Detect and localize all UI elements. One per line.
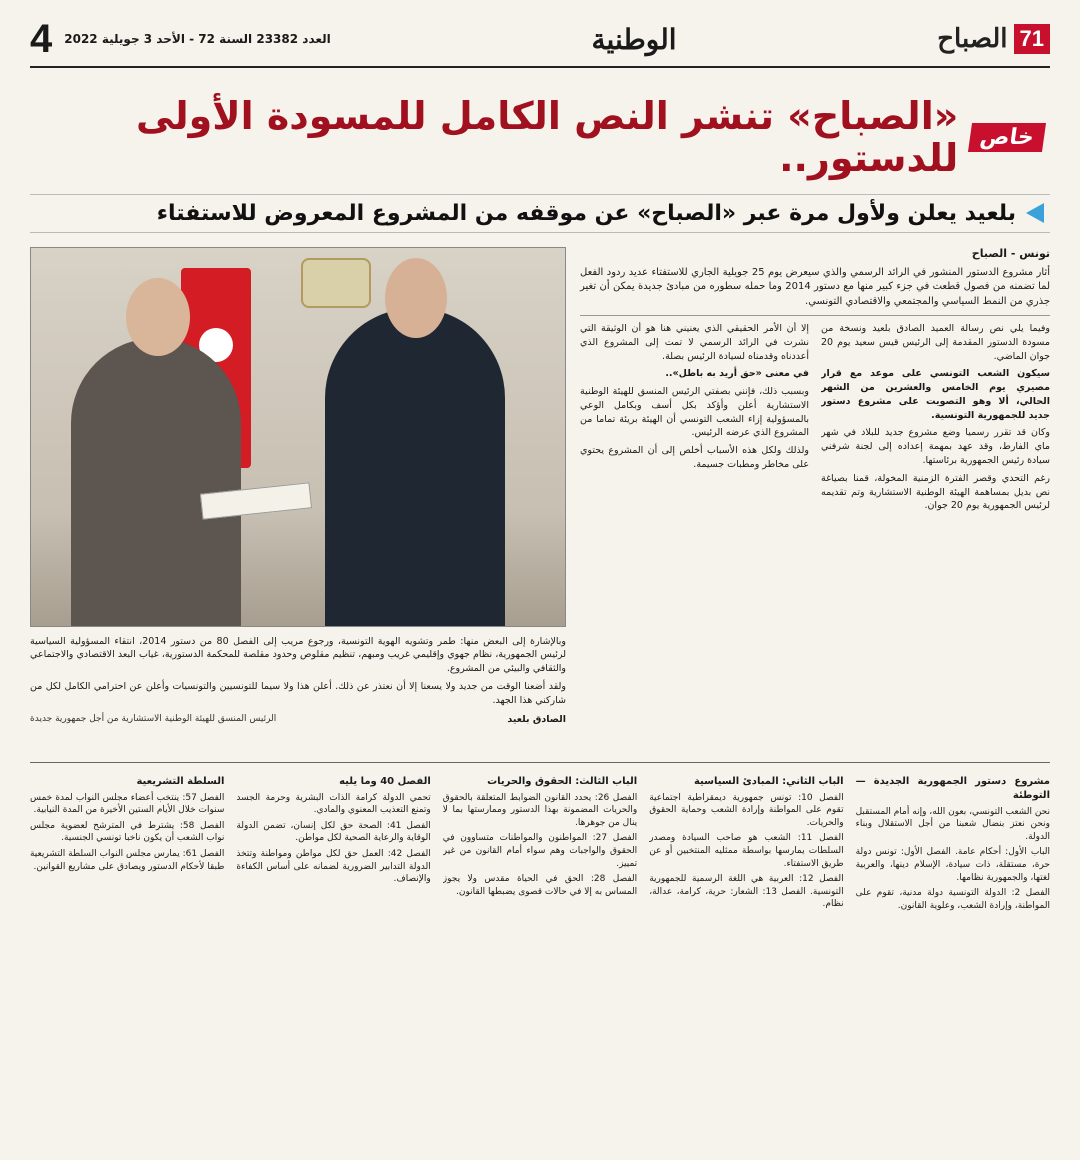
paragraph: نحن الشعب التونسي، بعون الله، وإنه أمام المستقبل ونحن نعتز بنضال شعبنا من أجل الاستقلال وبناء الدولة.	[855, 806, 1050, 842]
paragraph: الفصل 42: العمل حق لكل مواطن ومواطنة وتتخذ الدولة التدابير الضرورية لضمانه على أساس الكفاءة والإنصاف.	[236, 848, 431, 885]
paragraph: الفصل 28: الحق في الحياة مقدس ولا يجوز المساس به إلا في حالات قصوى يضبطها القانون.	[442, 874, 638, 897]
triangle-icon	[1026, 203, 1044, 223]
emblem-icon	[301, 258, 371, 308]
paragraph: إلا أن الأمر الحقيقي الذي يعنيني هنا هو أن الوثيقة التي نشرت في الرائد الرسمي لا تمت إلى المشروع الذي أعددناه وقدمناه لسيادة الرئيس بصلة.	[580, 323, 809, 362]
subheadline: بلعيد يعلن ولأول مرة عبر «الصباح» عن موقفه من المشروع المعروض للاستفتاء	[156, 200, 1016, 226]
paragraph: الفصل 41: الصحة حق لكل إنسان، تضمن الدولة الوقاية والرعاية الصحية لكل مواطن.	[236, 820, 431, 844]
person-figure	[325, 308, 505, 627]
paragraph: رغم التحدي وقصر الفترة الزمنية المخولة، قمنا بصياغة نص بديل بمساهمة الهيئة الوطنية الاستشارية وتم تقديمه لرئيس الجمهورية يوم 20 جوان.	[821, 472, 1050, 512]
brand-logo	[937, 24, 1050, 54]
paragraph: الفصل 27: المواطنون والمواطنات متساوون في الحقوق والواجبات وهم سواء أمام القانون من غير تمييز.	[442, 833, 638, 869]
bottom-column-3	[443, 771, 637, 1160]
section-title: الفصل 40 وما يليه	[339, 775, 431, 787]
intro-paragraph: أثار مشروع الدستور المنشور في الرائد الرسمي والذي سيعرض يوم 25 جويلية الجاري للاستفتاء عديد ردود الفعل لما تضمنه من فصول قطعت في جزء كبير منها مع دستور 2014 وما حمله سطوره من مبادئ جديدة يمكن أن تغير جذري من النمط السياسي والمجتمعي والاقتصادي التونسي.	[580, 266, 1050, 317]
paragraph: تحمي الدولة كرامة الذات البشرية وحرمة الجسد وتمنع التعذيب المعنوي والمادي.	[236, 792, 431, 816]
headline: «الصباح» تنشر النص الكامل للمسودة الأولى للدستور..	[135, 94, 959, 180]
paragraph: الفصل 11: الشعب هو صاحب السيادة ومصدر السلطات يمارسها بواسطة ممثليه المنتخبين أو عن طريق الاستفتاء.	[649, 833, 844, 869]
news-photo	[30, 247, 566, 627]
byline: تونس - الصباح	[971, 246, 1050, 260]
person-head	[126, 278, 190, 356]
section-title: مشروع دستور الجمهورية الجديدة — التوطئة	[855, 775, 1050, 801]
paragraph: الفصل 2: الدولة التونسية دولة مدنية، تقوم على المواطنة، وإرادة الشعب، وعلوية القانون.	[855, 888, 1050, 911]
top-section	[30, 247, 1050, 752]
signer-role: الرئيس المنسق للهيئة الوطنية الاستشارية من أجل جمهورية جديدة	[30, 714, 277, 725]
paragraph: الباب الأول: أحكام عامة. الفصل الأول: تونس دولة حرة، مستقلة، ذات سيادة، الإسلام دينها، والعربية لغتها، والجمهورية نظامها.	[855, 847, 1050, 883]
top-columns	[580, 322, 1050, 752]
letter	[30, 635, 566, 728]
brand-name: الصباح	[937, 24, 1008, 54]
constitution-text	[30, 762, 1050, 1160]
section-title: الباب الثالث: الحقوق والحريات	[487, 775, 638, 787]
subheadline-row	[30, 194, 1050, 233]
signer-name: الصادق بلعيد	[507, 714, 566, 726]
issue-text: العدد 23382 السنة 72 - الأحد 3 جويلية 2022	[64, 32, 331, 46]
bottom-column-4	[236, 771, 430, 1160]
paragraph: سيكون الشعب التونسي على موعد مع قرار مصيري يوم الخامس والعشرين من الشهر الحالي، ألا وهو التصويت على مشروع دستور جديد للجمهورية التونسية.	[821, 368, 1050, 421]
paragraph: الفصل 57: ينتخب أعضاء مجلس النواب لمدة خمس سنوات خلال الأيام الستين الأخيرة من المدة النيابية.	[29, 792, 225, 816]
page-number: 4	[30, 16, 53, 61]
letter-body: وبالإشارة إلى البعض منها: طمر وتشويه الهوية التونسية، ورجوع مريب إلى الفصل 80 من دستور 2014، انتقاء المسؤولية السياسية لرئيس الجمهورية، نظام جهوي وإقليمي غريب ومبهم، تنظيم مقلوص وحدود مقلصة للمحكمة الدستورية، غياب البعد الاقتصادي والاجتماعي والثقافي والبيئي من المشروع.	[30, 635, 567, 675]
person-head	[385, 258, 447, 338]
paragraph: الفصل 12: العربية هي اللغة الرسمية للجمهورية التونسية. الفصل 13: الشعار: حرية، كرامة، عدالة، نظام.	[649, 874, 844, 910]
top-column-1	[821, 322, 1050, 752]
bottom-column-2	[649, 771, 843, 1160]
exclusive-badge: خاص	[968, 123, 1046, 152]
top-column-2	[580, 322, 809, 752]
person-figure	[71, 338, 241, 627]
headline-row	[30, 96, 1050, 180]
paragraph: في معنى «حق أريد به باطل»..	[665, 368, 809, 380]
masthead	[30, 12, 1050, 68]
photo-block	[30, 247, 566, 752]
section-title: الباب الثاني: المبادئ السياسية	[693, 775, 844, 787]
article-text	[580, 247, 1050, 752]
paragraph: الفصل 26: يحدد القانون الضوابط المتعلقة بالحقوق والحريات المضمونة بهذا الدستور وممارستها بما لا ينال من جوهرها.	[442, 792, 638, 828]
issue-info	[30, 17, 331, 62]
paragraph: الفصل 61: يمارس مجلس النواب السلطة التشريعية طبقا لأحكام الدستور ويصادق على مشاريع القوانين.	[29, 848, 225, 872]
letter-closing: ولقد أضعنا الوقت من جديد ولا يسعنا إلا أن نعتذر عن ذلك. أعلن هذا ولا سيما للتونسيين والتونسيات وأعلن عن احترامي الكامل لكل من شاركني هذا الجهد.	[30, 680, 566, 706]
bottom-column-5	[30, 771, 224, 1160]
section-title: السلطة التشريعية	[136, 775, 225, 787]
brand-number: 71	[1014, 24, 1050, 54]
paragraph: الفصل 10: تونس جمهورية ديمقراطية اجتماعية تقوم على المواطنة وإرادة الشعب وحماية الحقوق والحريات.	[649, 792, 844, 828]
paragraph: وفيما يلي نص رسالة العميد الصادق بلعيد ونسخة من مسودة الدستور المقدمة إلى الرئيس قيس سعيد يوم 20 جوان الماضي.	[821, 323, 1050, 362]
paragraph: ولذلك ولكل هذه الأسباب أخلص إلى أن المشروع يحتوي على مخاطر ومطبات جسيمة.	[580, 445, 809, 470]
bottom-column-1	[856, 771, 1050, 1160]
signature	[30, 713, 566, 727]
paragraph: وكان قد تقرر رسميا وضع مشروع جديد للبلاد في شهر ماي الفارط، وقد عهد بمهمة إعداده إلى لجنة شرفني سيادة رئيس الجمهورية برئاستها.	[821, 427, 1050, 466]
paragraph: الفصل 58: يشترط في المترشح لعضوية مجلس نواب الشعب أن يكون ناخبا تونسي الجنسية.	[29, 820, 225, 844]
section-name: الوطنية	[591, 22, 677, 56]
paragraph: وبسبب ذلك، فإنني بصفتي الرئيس المنسق للهيئة الوطنية الاستشارية أعلن وأؤكد بكل أسف وبكامل الوعي بالمسؤولية إزاء الشعب التونسي أن الهيئة بريئة تماما من المشروع الذي عرضه الرئيس.	[580, 386, 809, 439]
